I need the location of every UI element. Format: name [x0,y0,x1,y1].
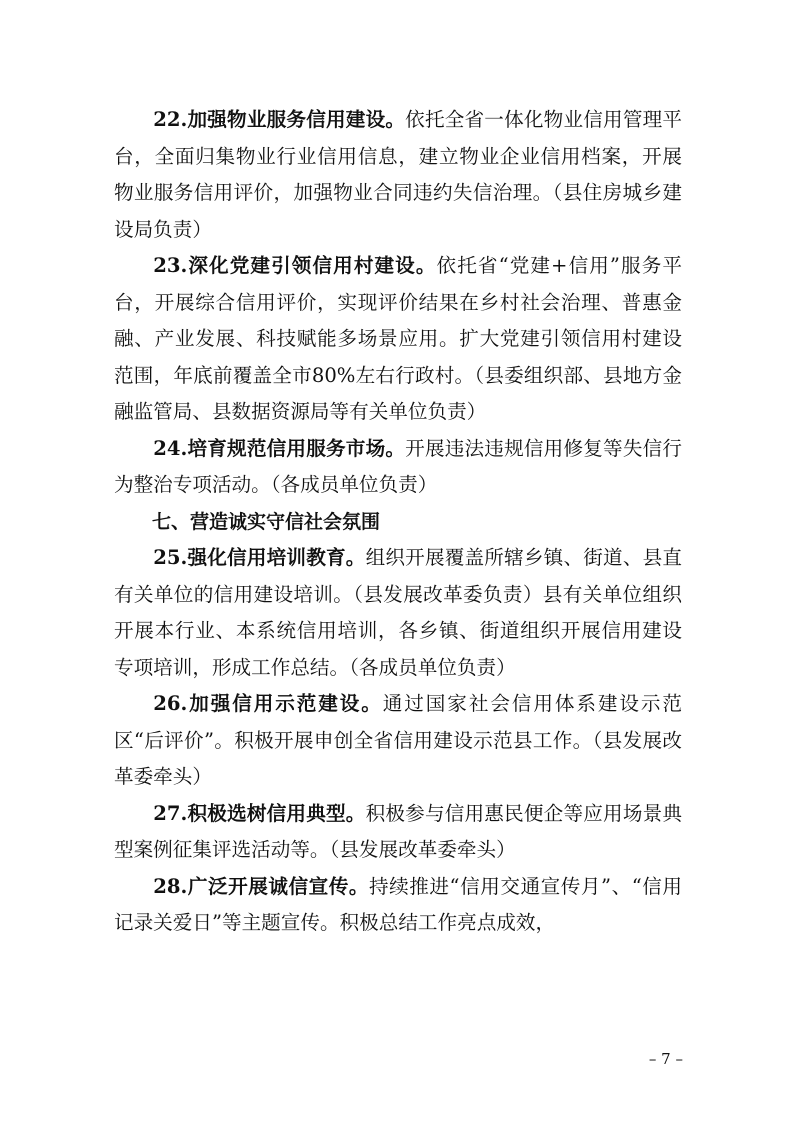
paragraph-lead: 28.广泛开展诚信宣传。 [153,874,370,898]
paragraph-25 [114,540,682,686]
paragraph-lead: 24.培育规范信用服务市场。 [153,436,406,460]
paragraph-text: 组织开展覆盖所辖乡镇、街道、县直有关单位的信用建设培训。（县发展改革委负责）县有关单位组织开展本行业、本系统信用培训，各乡镇、街道组织开展信用建设专项培训，形成工作总结。（各成员单位负责） [114,546,683,679]
paragraph-text: 依托省“党建+信用”服务平台，开展综合信用评价，实现评价结果在乡村社会治理、普惠金融、产业发展、科技赋能多场景应用。扩大党建引领信用村建设范围，年底前覆盖全市80%左右行政村。（县委组织部、县地方金融监管局、县数据资源局等有关单位负责） [114,254,682,423]
paragraph-lead: 27.积极选树信用典型。 [153,801,366,825]
paragraph-text: 持续推进“信用交通宣传月”、“信用记录关爱日”等主题宣传。积极总结工作亮点成效， [114,874,682,934]
paragraph-28 [114,869,682,942]
paragraph-23 [114,248,682,431]
paragraph-lead: 23.深化党建引领信用村建设。 [153,254,437,277]
paragraph-text: 开展违法违规信用修复等失信行为整治专项活动。（各成员单位负责） [114,436,683,496]
page-number: – 7 – [648,1050,683,1068]
paragraph-lead: 25.强化信用培训教育。 [153,546,366,569]
paragraph-22 [114,102,682,248]
paragraph-26 [114,686,682,796]
paragraph-text: 通过国家社会信用体系建设示范区“后评价”。积极开展申创全省信用建设示范县工作。（县发展改革委牵头） [114,692,682,788]
paragraph-text: 积极参与信用惠民便企等应用场景典型案例征集评选活动等。（县发展改革委牵头） [114,801,683,861]
document-body [114,102,682,942]
paragraph-lead: 26.加强信用示范建设。 [153,692,383,715]
paragraph-24 [114,431,682,504]
paragraph-27 [114,796,682,869]
paragraph-lead: 22.加强物业服务信用建设。 [153,108,406,131]
section-heading: 七、营造诚实守信社会氛围 [152,510,381,533]
paragraph-text: 依托全省一体化物业信用管理平台，全面归集物业行业信用信息，建立物业企业信用档案，开展物业服务信用评价，加强物业合同违约失信治理。（县住房城乡建设局负责） [114,108,683,241]
